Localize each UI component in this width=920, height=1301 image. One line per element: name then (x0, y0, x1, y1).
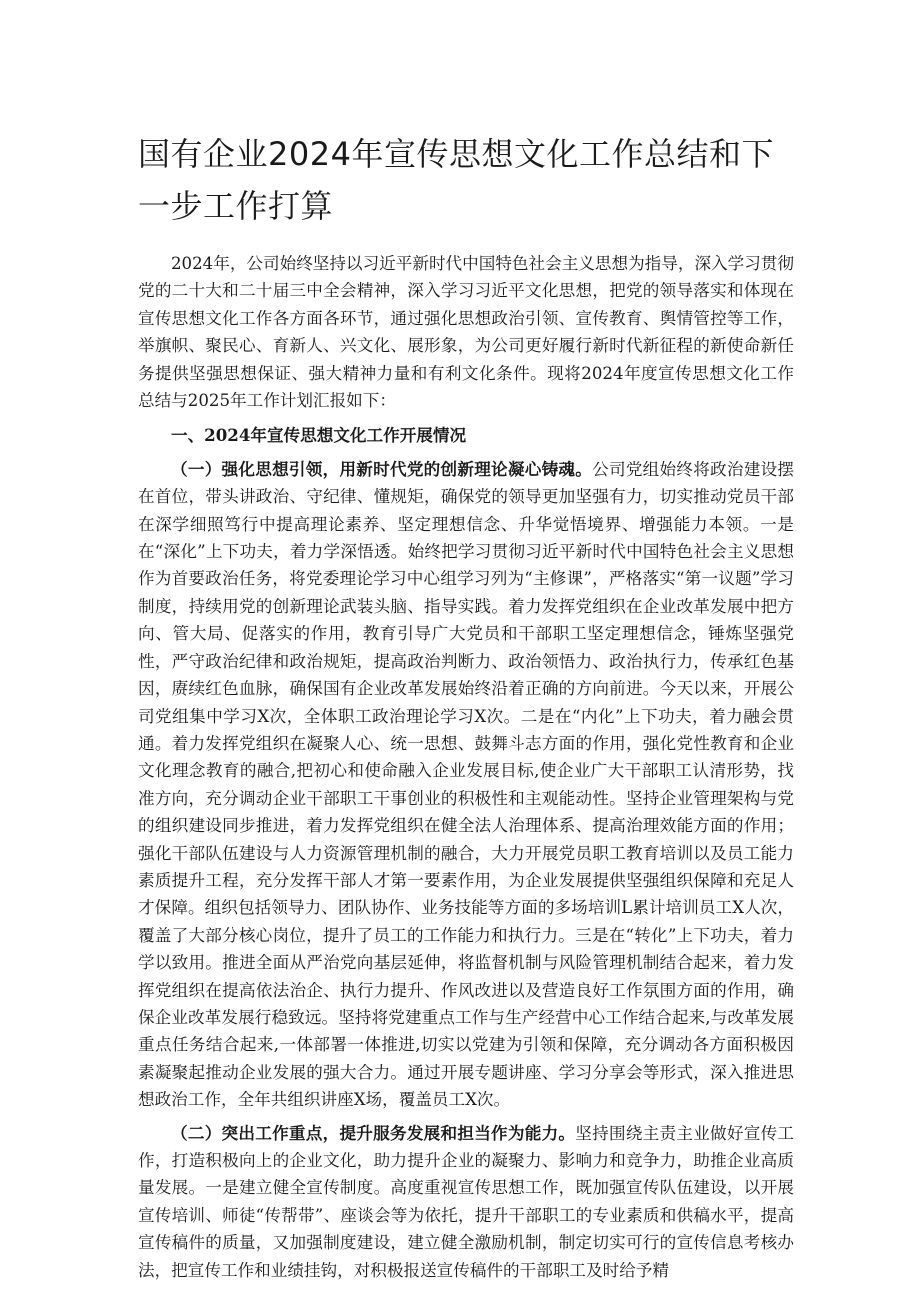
section-heading: 一、2024年宣传思想文化工作开展情况 (171, 425, 467, 446)
document-page (138, 128, 794, 1284)
subsection-2-paragraph (138, 1120, 794, 1284)
subsection-2-body: 坚持围绕主责主业做好宣传工作，打造积极向上的企业文化，助力提升企业的凝聚力、影响力和竞争力，助推企业高质量发展。一是建立健全宣传制度。高度重视宣传思想工作，既加强宣传队伍建设，以开展宣传培训、师徒“传帮带”、座谈会等为依托，提升干部职工的专业素质和供稿水平，提高宣传稿件的质量，又加强制度建设，建立健全激励机制，制定切实可行的宣传信息考核办法，把宣传工作和业绩挂钩，对积极报送宣传稿件的干部职工及时给予精 (138, 1123, 795, 1280)
document-title: 国有企业2024年宣传思想文化工作总结和下一步工作打算 (138, 135, 774, 225)
subsection-1-lead: （一）强化思想引领，用新时代党的创新理论凝心铸魂。 (171, 458, 593, 479)
intro-paragraph: 2024年，公司始终坚持以习近平新时代中国特色社会主义思想为指导，深入学习贯彻党的二十大和二十届三中全会精神，深入学习习近平文化思想，把党的领导落实和体现在宣传思想文化工作各方面各环节，通过强化思想政治引领、宣传教育、舆情管控等工作，举旗帜、聚民心、育新人、兴文化、展形象，为公司更好履行新时代新征程的新使命新任务提供坚强思想保证、强大精神力量和有利文化条件。现将2024年度宣传思想文化工作总结与2025年工作计划汇报如下： (138, 254, 795, 411)
subsection-1-paragraph (138, 456, 794, 1114)
subsection-2-lead: （二）突出工作重点，提升服务发展和担当作为能力。 (171, 1122, 576, 1143)
subsection-1-body: 公司党组始终将政治建设摆在首位，带头讲政治、守纪律、懂规矩，确保党的领导更加坚强有力，切实推动党员干部在深学细照笃行中提高理论素养、坚定理想信念、升华觉悟境界、增强能力本领。一是在“深化”上下功夫，着力学深悟透。始终把学习贯彻习近平新时代中国特色社会主义思想作为首要政治任务，将党委理论学习中心组学习列为“主修课”，严格落实“第一议题”学习制度，持续用党的创新理论武装头脑、指导实践。着力发挥党组织在企业改革发展中把方向、管大局、促落实的作用，教育引导广大党员和干部职工坚定理想信念，锤炼坚强党性，严守政治纪律和政治规矩，提高政治判断力、政治领悟力、政治执行力，传承红色基因，赓续红色血脉，确保国有企业改革发展始终沿着正确的方向前进。今天以来，开展公司党组集中学习X次，全体职工政治理论学习X次。二是在“内化”上下功夫，着力融会贯通。着力发挥党组织在凝聚人心、统一思想、鼓舞斗志方面的作用，强化党性教育和企业文化理念教育的融合,把初心和使命融入企业发展目标,使企业广大干部职工认清形势，找准方向，充分调动企业干部职工干事创业的积极性和主观能动性。坚持企业管理架构与党的组织建设同步推进，着力发挥党组织在健全法人治理体系、提高治理效能方面的作用；强化干部队伍建设与人力资源管理机制的融合，大力开展党员职工教育培训以及员工能力素质提升工程，充分发挥干部人才第一要素作用，为企业发展提供坚强组织保障和充足人才保障。组织包括领导力、团队协作、业务技能等方面的多场培训L累计培训员工X人次，覆盖了大部分核心岗位，提升了员工的工作能力和执行力。三是在“转化”上下功夫，着力学以致用。推进全面从严治党向基层延伸，将监督机制与风险管理机制结合起来，着力发挥党组织在提高依法治企、执行力提升、作风改进以及营造良好工作氛围方面的作用，确保企业改革发展行稳致远。坚持将党建重点工作与生产经营中心工作结合起来,与改革发展重点任务结合起来,一体部署一体推进,切实以党建为引领和保障，充分调动各方面积极因素凝聚起推动企业发展的强大合力。通过开展专题讲座、学习分享会等形式，深入推进思想政治工作，全年共组织讲座X场，覆盖员工X次。 (138, 459, 795, 1110)
